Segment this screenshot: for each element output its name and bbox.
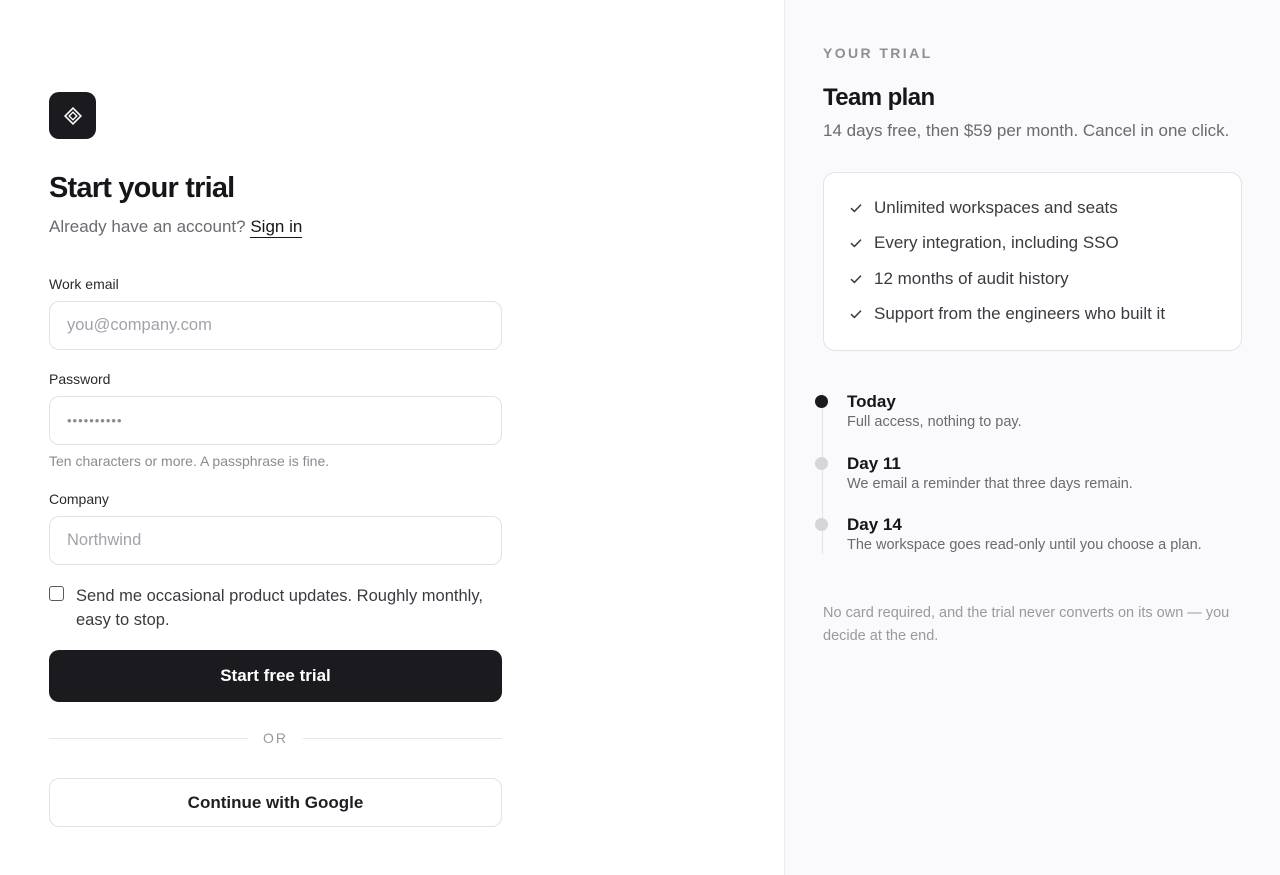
divider-text: OR bbox=[263, 730, 288, 746]
feature-label: Unlimited workspaces and seats bbox=[874, 197, 1118, 217]
or-divider bbox=[49, 730, 502, 746]
password-hint: Ten characters or more. A passphrase is fine. bbox=[49, 453, 330, 469]
timeline-dot bbox=[815, 457, 828, 470]
company-label: Company bbox=[49, 491, 109, 507]
timeline-description: We email a reminder that three days remain. bbox=[847, 476, 1133, 492]
feature-label: Support from the engineers who built it bbox=[874, 304, 1166, 324]
email-field[interactable] bbox=[67, 316, 484, 335]
trial-footnote: No card required, and the trial never converts on its own — you decide at the end. bbox=[823, 605, 1230, 644]
feature-item bbox=[849, 297, 1241, 333]
plan-name: Team plan bbox=[823, 84, 935, 111]
divider-line-right bbox=[303, 738, 502, 739]
start-free-trial-button[interactable]: Start free trial bbox=[49, 650, 502, 702]
check-icon bbox=[849, 307, 863, 321]
check-icon bbox=[849, 236, 863, 250]
company-field-wrapper bbox=[49, 516, 502, 565]
password-field[interactable] bbox=[49, 396, 502, 445]
email-field-wrapper bbox=[49, 301, 502, 350]
updates-checkbox-row bbox=[49, 584, 504, 632]
signin-prompt-text: Already have an account? bbox=[49, 217, 246, 236]
trial-eyebrow: YOUR TRIAL bbox=[823, 45, 933, 61]
timeline-title: Today bbox=[847, 392, 896, 411]
timeline-description: Full access, nothing to pay. bbox=[847, 414, 1022, 430]
company-field[interactable] bbox=[67, 531, 484, 550]
email-label: Work email bbox=[49, 276, 119, 292]
password-label: Password bbox=[49, 371, 111, 387]
updates-checkbox[interactable] bbox=[49, 586, 64, 601]
continue-with-google-button[interactable]: Continue with Google bbox=[49, 778, 502, 827]
timeline-dot bbox=[815, 518, 828, 531]
check-icon bbox=[849, 201, 863, 215]
check-icon bbox=[849, 272, 863, 286]
plan-summary: 14 days free, then $59 per month. Cancel in one click. bbox=[823, 121, 1230, 140]
updates-checkbox-label[interactable]: Send me occasional product updates. Roughly monthly, easy to stop. bbox=[76, 587, 483, 629]
password-masked-value: •••••••••• bbox=[67, 413, 123, 428]
features-card bbox=[823, 172, 1242, 351]
divider-line-left bbox=[49, 738, 248, 739]
feature-label: 12 months of audit history bbox=[874, 268, 1069, 288]
diamond-logo-icon bbox=[49, 92, 96, 139]
sign-in-link[interactable]: Sign in bbox=[250, 217, 303, 236]
feature-item bbox=[849, 190, 1241, 226]
page-title: Start your trial bbox=[49, 172, 235, 204]
signup-form bbox=[49, 92, 502, 238]
timeline-title: Day 14 bbox=[847, 515, 902, 534]
timeline-description: The workspace goes read-only until you choose a plan. bbox=[847, 537, 1202, 553]
timeline-dot-active bbox=[815, 395, 828, 408]
feature-item bbox=[849, 226, 1241, 262]
feature-label: Every integration, including SSO bbox=[874, 233, 1119, 253]
timeline-title: Day 11 bbox=[847, 454, 901, 473]
feature-item bbox=[849, 261, 1241, 297]
signin-prompt bbox=[49, 216, 502, 238]
